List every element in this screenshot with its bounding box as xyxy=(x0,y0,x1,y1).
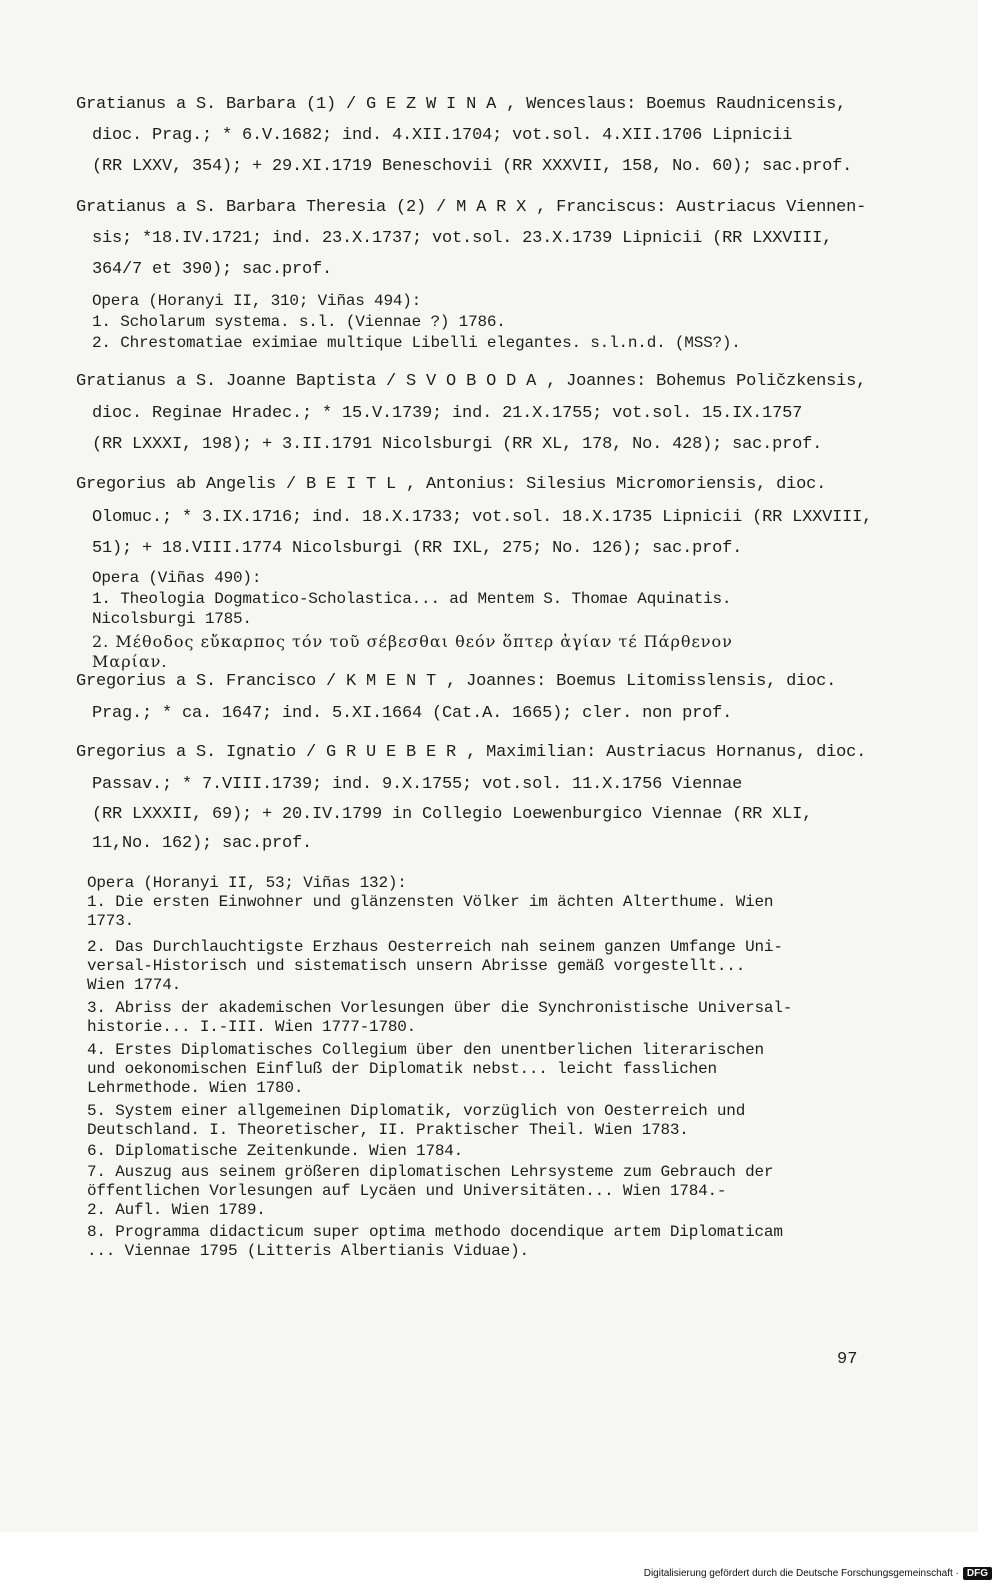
entry-6-opera-5-cont: Deutschland. I. Theoretischer, II. Praktischer Theil. Wien 1783. xyxy=(87,1121,689,1139)
entry-5-line-2: Prag.; * ca. 1647; ind. 5.XI.1664 (Cat.A. 1665); cler. non prof. xyxy=(92,704,733,723)
entry-6-opera-2-cont-2: Wien 1774. xyxy=(87,976,182,994)
entry-6-line-3: (RR LXXXII, 69); + 20.IV.1799 in Collegio Loewenburgico Viennae (RR XLI, xyxy=(92,805,813,824)
entry-2-line-1: Gratianus a S. Barbara Theresia (2) / M A R X , Franciscus: Austriacus Viennen- xyxy=(76,198,867,217)
entry-6-opera-7-cont: öffentlichen Vorlesungen auf Lycäen und Universitäten... Wien 1784.- xyxy=(87,1182,727,1200)
entry-1-line-1: Gratianus a S. Barbara (1) / G E Z W I N A , Wenceslaus: Boemus Raudnicensis, xyxy=(76,95,847,114)
entry-6-opera-8: 8. Programma didacticum super optima methodo docendique artem Diplomaticam xyxy=(87,1223,783,1241)
entry-6-opera-5: 5. System einer allgemeinen Diplomatik, vorzüglich von Oesterreich und xyxy=(87,1102,746,1120)
entry-3-line-3: (RR LXXXI, 198); + 3.II.1791 Nicolsburgi (RR XL, 178, No. 428); sac.prof. xyxy=(92,435,823,454)
entry-6-opera-6: 6. Diplomatische Zeitenkunde. Wien 1784. xyxy=(87,1142,464,1160)
entry-4-opera-1-cont: Nicolsburgi 1785. xyxy=(92,610,252,628)
entry-2-opera-1: 1. Scholarum systema. s.l. (Viennae ?) 1786. xyxy=(92,313,506,331)
entry-6-opera-4-cont-2: Lehrmethode. Wien 1780. xyxy=(87,1079,304,1097)
entry-2-line-2: sis; *18.IV.1721; ind. 23.X.1737; vot.sol. 23.X.1739 Lipnicii (RR LXXVIII, xyxy=(92,229,833,248)
entry-6-opera-2-cont: versal-Historisch und sistematisch unsern Abrisse gemäß vorgestellt... xyxy=(87,957,746,975)
entry-3-line-2: dioc. Reginae Hradec.; * 15.V.1739; ind. 21.X.1755; vot.sol. 15.IX.1757 xyxy=(92,404,803,423)
entry-4-opera-1: 1. Theologia Dogmatico-Scholastica... ad Mentem S. Thomae Aquinatis. xyxy=(92,590,732,608)
entry-4-opera-2-cont: Μαρίαν. xyxy=(92,652,168,671)
entry-6-opera-1: 1. Die ersten Einwohner und glänzensten Völker im ächten Alterthume. Wien xyxy=(87,893,774,911)
entry-6-line-1: Gregorius a S. Ignatio / G R U E B E R , Maximilian: Austriacus Hornanus, dioc. xyxy=(76,743,867,762)
entry-6-opera-2: 2. Das Durchlauchtigste Erzhaus Oesterreich nah seinem ganzen Umfange Uni- xyxy=(87,938,783,956)
entry-4-line-2: Olomuc.; * 3.IX.1716; ind. 18.X.1733; vot.sol. 18.X.1735 Lipnicii (RR LXXVIII, xyxy=(92,508,873,527)
entry-2-opera-header: Opera (Horanyi II, 310; Viñas 494): xyxy=(92,292,422,310)
entry-3-line-1: Gratianus a S. Joanne Baptista / S V O B O D A , Joannes: Bohemus Poličzkensis, xyxy=(76,372,867,391)
entry-4-opera-2: 2. Μέθοδος εὔκαρπος τόν τοῦ σέβεσθαι θεόν ὅπτερ ἀγίαν τέ Πάρθενον xyxy=(92,632,733,651)
entry-5-line-1: Gregorius a S. Francisco / K M E N T , Joannes: Boemus Litomisslensis, dioc. xyxy=(76,672,837,691)
footer-text: Digitalisierung gefördert durch die Deutsche Forschungsgemeinschaft · xyxy=(643,1568,959,1579)
entry-2-line-3: 364/7 et 390); sac.prof. xyxy=(92,260,333,279)
footer xyxy=(644,1567,992,1580)
entry-4-line-1: Gregorius ab Angelis / B E I T L , Antonius: Silesius Micromoriensis, dioc. xyxy=(76,475,827,494)
entry-4-line-3: 51); + 18.VIII.1774 Nicolsburgi (RR IXL, 275; No. 126); sac.prof. xyxy=(92,539,743,558)
entry-1-line-3: (RR LXXV, 354); + 29.XI.1719 Beneschovii (RR XXXVII, 158, No. 60); sac.prof. xyxy=(92,157,853,176)
entry-6-line-4: 11,No. 162); sac.prof. xyxy=(92,834,313,853)
entry-6-opera-3-cont: historie... I.-III. Wien 1777-1780. xyxy=(87,1018,417,1036)
entry-6-opera-7-cont-2: 2. Aufl. Wien 1789. xyxy=(87,1201,266,1219)
entry-6-opera-3: 3. Abriss der akademischen Vorlesungen über die Synchronistische Universal- xyxy=(87,999,793,1017)
entry-6-opera-4: 4. Erstes Diplomatisches Collegium über den unentberlichen literarischen xyxy=(87,1041,764,1059)
entry-2-opera-2: 2. Chrestomatiae eximiae multique Libelli elegantes. s.l.n.d. (MSS?). xyxy=(92,334,741,352)
entry-4-opera-header: Opera (Viñas 490): xyxy=(92,569,262,587)
entry-6-opera-1-cont: 1773. xyxy=(87,912,135,930)
page-number: 97 xyxy=(837,1350,858,1369)
entry-1-line-2: dioc. Prag.; * 6.V.1682; ind. 4.XII.1704; vot.sol. 4.XII.1706 Lipnicii xyxy=(92,126,793,145)
entry-6-opera-7: 7. Auszug aus seinem größeren diplomatischen Lehrsysteme zum Gebrauch der xyxy=(87,1163,774,1181)
entry-6-opera-8-cont: ... Viennae 1795 (Litteris Albertianis Viduae). xyxy=(87,1242,529,1260)
entry-6-opera-header: Opera (Horanyi II, 53; Viñas 132): xyxy=(87,874,407,892)
dfg-logo: DFG xyxy=(963,1567,992,1580)
entry-6-line-2: Passav.; * 7.VIII.1739; ind. 9.X.1755; vot.sol. 11.X.1756 Viennae xyxy=(92,775,743,794)
entry-6-opera-4-cont: und oekonomischen Einfluß der Diplomatik nebst... leicht fasslichen xyxy=(87,1060,717,1078)
